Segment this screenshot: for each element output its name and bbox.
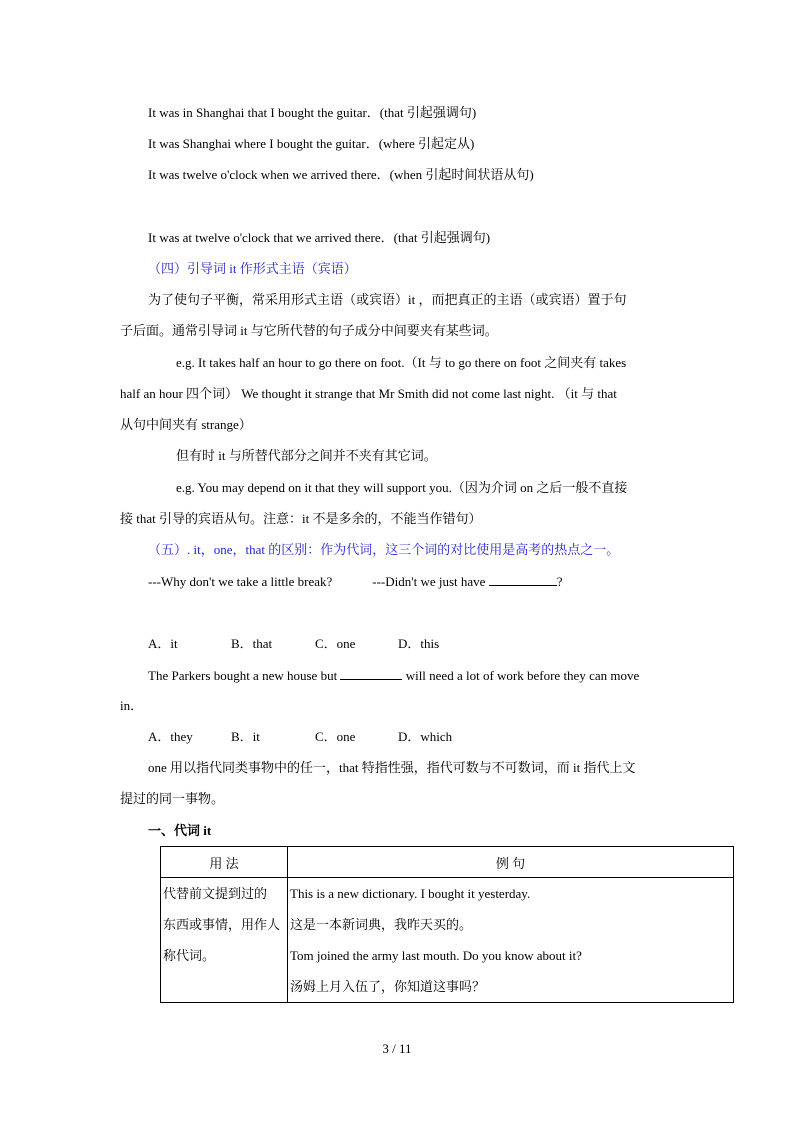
usage-line: 东西或事情，用作人 [163, 917, 281, 932]
example-1b: half an hour 四个词） We thought it strange that Mr Smith did not come last night. （it 与 that [120, 386, 617, 401]
table-header-example: 例 句 [288, 847, 734, 878]
usage-cell [161, 878, 288, 1003]
question-2-part1: The Parkers bought a new house but [148, 668, 338, 683]
example-line: Tom joined the army last mouth. Do you know about it? [290, 948, 582, 963]
q2-option-b: B．it [231, 729, 260, 744]
table-header-row [161, 847, 734, 878]
section-title-pronoun-it: 一、代词 it [148, 823, 212, 838]
q2-option-a: A．they [148, 729, 193, 744]
example-2b: 接 that 引导的宾语从句。注意：it 不是多余的，不能当作错句） [120, 511, 482, 526]
question-2 [148, 666, 639, 685]
usage-table [160, 846, 734, 1003]
line-4: It was at twelve o'clock that we arrived there．(that 引起强调句) [148, 230, 491, 245]
paragraph-3b: 提过的同一事物。 [120, 791, 225, 806]
q2-option-c: C．one [315, 729, 356, 744]
question-1-end: ? [556, 574, 563, 589]
example-2a: e.g. You may depend on it that they will support you.（因为介词 on 之后一般不直接 [176, 480, 628, 495]
section-heading-4: （四）引导词 it 作形式主语（宾语） [148, 261, 357, 276]
q1-option-a: A．it [148, 636, 178, 651]
line-3: It was twelve o'clock when we arrived there．(when 引起时间状语从句) [148, 167, 534, 182]
answer-blank[interactable] [340, 666, 402, 680]
q1-option-b: B．that [231, 636, 273, 651]
question-2-continued: in． [120, 698, 144, 713]
paragraph-1b: 子后面。通常引导词 it 与它所代替的句子成分中间要夹有某些词。 [120, 323, 498, 338]
example-1a: e.g. It takes half an hour to go there on foot.（It 与 to go there on foot 之间夹有 takes [176, 355, 627, 370]
question-2-part2: will need a lot of work before they can move [405, 668, 640, 683]
question-1-part2: ---Didn't we just have [372, 574, 486, 589]
question-1-part1: ---Why don't we take a little break? [148, 574, 333, 589]
q1-option-c: C．one [315, 636, 356, 651]
q1-option-d: D．this [398, 636, 440, 651]
line-1: It was in Shanghai that I bought the guitar．(that 引起强调句) [148, 105, 477, 120]
example-cell [288, 878, 734, 1003]
paragraph-2: 但有时 it 与所替代部分之间并不夹有其它词。 [176, 448, 437, 463]
example-line: 汤姆上月入伍了，你知道这事吗？ [290, 979, 486, 994]
table-header-usage: 用 法 [161, 847, 288, 878]
answer-blank[interactable] [489, 572, 557, 586]
page-number: 3 / 11 [382, 1041, 412, 1056]
example-1c: 从句中间夹有 strange） [120, 417, 252, 432]
question-1 [148, 572, 562, 591]
example-line: This is a new dictionary. I bought it yesterday. [290, 886, 531, 901]
q2-option-d: D．which [398, 729, 453, 744]
paragraph-1a: 为了使句子平衡，常采用形式主语（或宾语）it ，而把真正的主语（或宾语）置于句 [148, 292, 627, 307]
paragraph-3a: one 用以指代同类事物中的任一，that 特指性强，指代可数与不可数词，而 it 指代上文 [148, 760, 636, 775]
example-line: 这是一本新词典，我昨天买的。 [290, 917, 473, 932]
table-row [161, 878, 734, 1003]
section-heading-5: （五）. it，one，that 的区别：作为代词，这三个词的对比使用是高考的热点之一。 [148, 542, 620, 557]
usage-line: 称代词。 [163, 948, 216, 963]
usage-line: 代替前文提到过的 [163, 886, 268, 901]
line-2: It was Shanghai where I bought the guitar．(where 引起定从) [148, 136, 475, 151]
